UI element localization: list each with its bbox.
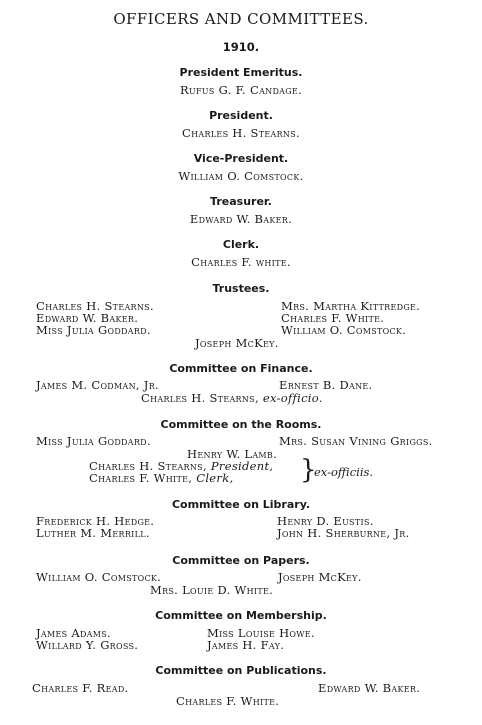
library-heading: Committee on Library. — [171, 498, 311, 511]
rooms-ex1-name: Charles H. Stearns, — [89, 459, 207, 473]
publications-center: Charles F. White. — [176, 694, 280, 708]
president-emeritus-name: Rufus G. F. Candage. — [179, 83, 303, 97]
trustee-left-1: Charles H. Stearns. — [36, 299, 154, 313]
vice-president-name: William O. Comstock. — [178, 169, 304, 183]
rooms-heading: Committee on the Rooms. — [160, 418, 322, 431]
publications-heading: Committee on Publications. — [155, 664, 327, 677]
rooms-left: Miss Julia Goddard. — [36, 434, 151, 448]
treasurer-heading: Treasurer. — [210, 195, 272, 208]
trustees-heading: Trustees. — [212, 282, 270, 295]
membership-right-1: Miss Louise Howe. — [207, 626, 315, 640]
finance-center-name: Charles H. Stearns, — [141, 391, 259, 405]
trustee-left-2: Edward W. Baker. — [36, 311, 139, 325]
finance-left: James M. Codman, Jr. — [36, 378, 159, 392]
president-name: Charles H. Stearns. — [182, 126, 300, 140]
president-emeritus-heading: President Emeritus. — [179, 66, 303, 79]
rooms-ex-officio-2 — [89, 471, 233, 485]
rooms-ex1-role: President, — [210, 459, 274, 473]
trustee-center: Joseph McKey. — [195, 336, 279, 350]
treasurer-name: Edward W. Baker. — [189, 212, 293, 226]
clerk-name: Charles F. white. — [191, 255, 291, 269]
publications-left: Charles F. Read. — [32, 681, 129, 695]
trustee-right-2: Charles F. White. — [281, 311, 385, 325]
papers-right: Joseph McKey. — [278, 570, 362, 584]
library-left-2: Luther M. Merrill. — [36, 526, 150, 540]
publications-right: Edward W. Baker. — [318, 681, 421, 695]
finance-right: Ernest B. Dane. — [279, 378, 373, 392]
clerk-heading: Clerk. — [222, 238, 260, 251]
membership-heading: Committee on Membership. — [155, 609, 327, 622]
membership-left-2: Willard Y. Gross. — [36, 638, 139, 652]
rooms-ex2-name: Charles F. White, — [89, 471, 193, 485]
rooms-ex2-role: Clerk, — [196, 471, 234, 485]
trustee-right-3: William O. Comstock. — [281, 323, 407, 337]
trustee-left-3: Miss Julia Goddard. — [36, 323, 151, 337]
rooms-center: Henry W. Lamb. — [187, 447, 278, 461]
page-title: OFFICERS AND COMMITTEES. — [113, 10, 369, 28]
rooms-brace: } — [300, 455, 317, 485]
membership-left-1: James Adams. — [36, 626, 111, 640]
president-heading: President. — [209, 109, 273, 122]
library-left-1: Frederick H. Hedge. — [36, 514, 155, 528]
papers-left: William O. Comstock. — [36, 570, 162, 584]
trustee-right-1: Mrs. Martha Kittredge. — [281, 299, 421, 313]
finance-center-role: ex-officio. — [262, 391, 323, 405]
finance-heading: Committee on Finance. — [169, 362, 313, 375]
vice-president-heading: Vice-President. — [193, 152, 289, 165]
finance-ex-officio — [141, 391, 323, 405]
rooms-ex-officiis: ex-officiis. — [314, 465, 374, 479]
rooms-right: Mrs. Susan Vining Griggs. — [279, 434, 433, 448]
membership-right-2: James H. Fay. — [207, 638, 285, 652]
library-right-2: John H. Sherburne, Jr. — [277, 526, 410, 540]
papers-heading: Committee on Papers. — [172, 554, 310, 567]
papers-center: Mrs. Louie D. White. — [150, 583, 274, 597]
year-heading: 1910. — [222, 40, 260, 54]
library-right-1: Henry D. Eustis. — [277, 514, 374, 528]
